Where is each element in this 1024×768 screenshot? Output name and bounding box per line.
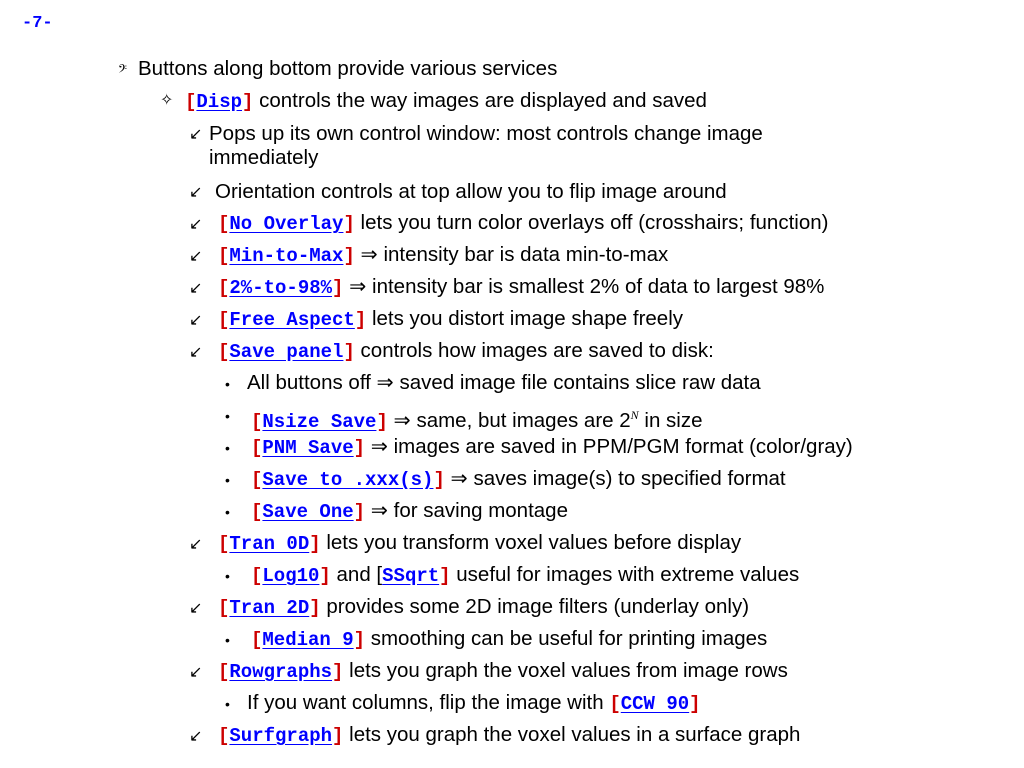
bullet-rowgraphs xyxy=(218,659,788,684)
line-text: saves image(s) to specified format xyxy=(473,467,786,490)
level4-bullet-icon: • xyxy=(225,632,230,648)
line-text: controls the way images are displayed and saved xyxy=(259,89,707,112)
nsize-save-button-ref: [Nsize Save] xyxy=(251,410,388,433)
line-text: lets you graph the voxel values in a surface graph xyxy=(349,723,801,746)
line-text: Buttons along bottom provide various services xyxy=(138,57,558,80)
level3-arrow-icon: ↙ xyxy=(189,344,203,361)
line-text: lets you transform voxel values before display xyxy=(326,531,742,554)
save-to-xxx-button-ref: [Save to .xxx(s)] xyxy=(251,469,445,491)
bullet-pnm-save xyxy=(251,435,853,460)
implies-arrow: ⇒ xyxy=(370,499,388,522)
bullet-disp xyxy=(185,89,707,114)
level3-arrow-icon: ↙ xyxy=(189,248,203,265)
bullet-log10-ssqrt xyxy=(251,563,799,588)
bullet-median-9 xyxy=(251,627,767,652)
line-text-continued: saved image file contains slice raw data xyxy=(399,371,761,394)
page-number: -7- xyxy=(22,14,53,33)
line-text: useful for images with extreme values xyxy=(456,563,800,586)
level4-bullet-icon: • xyxy=(225,472,230,488)
level4-bullet-icon: • xyxy=(225,568,230,584)
level4-bullet-icon: • xyxy=(225,440,230,456)
implies-arrow: ⇒ xyxy=(349,275,367,298)
level4-bullet-icon: • xyxy=(225,376,230,392)
implies-arrow: ⇒ xyxy=(393,408,411,432)
line-text: same, but images are 2 xyxy=(416,408,631,432)
line-text: smoothing can be useful for printing images xyxy=(370,627,768,650)
line-text: lets you turn color overlays off (crosshairs; function) xyxy=(360,211,829,234)
level3-arrow-icon: ↙ xyxy=(189,216,203,233)
superscript: N xyxy=(630,408,639,422)
implies-arrow: ⇒ xyxy=(360,243,378,266)
bullet-orientation xyxy=(215,180,727,204)
line-text-continued: in size xyxy=(644,408,703,432)
bullet-tran-0d xyxy=(218,531,741,556)
rowgraphs-button-ref: [Rowgraphs] xyxy=(218,661,344,683)
and-text: and [ xyxy=(336,563,383,586)
save-one-button-ref: [Save One] xyxy=(251,501,366,523)
bullet-all-buttons-off xyxy=(247,371,761,395)
bullet-control-window xyxy=(209,122,763,170)
level4-bullet-icon: • xyxy=(225,408,230,424)
pnm-save-button-ref: [PNM Save] xyxy=(251,437,366,459)
bullet-no-overlay xyxy=(218,211,828,236)
level3-arrow-icon: ↙ xyxy=(189,536,203,553)
line-text: Pops up its own control window: most controls change image xyxy=(209,122,763,145)
ccw-90-button-ref: [CCW 90] xyxy=(609,693,701,715)
level3-arrow-icon: ↙ xyxy=(189,312,203,329)
level3-arrow-icon: ↙ xyxy=(189,600,203,617)
level1-bullet-icon: 𝄢 xyxy=(118,62,128,78)
bullet-surfgraph xyxy=(218,723,800,748)
line-text: All buttons off xyxy=(247,371,371,394)
implies-arrow: ⇒ xyxy=(370,435,388,458)
line-text-continued: immediately xyxy=(209,146,319,169)
bullet-tran-2d xyxy=(218,595,749,620)
line-text: controls how images are saved to disk: xyxy=(360,339,714,362)
disp-button-ref: [Disp] xyxy=(185,91,254,113)
ssqrt-button-ref: SSqrt] xyxy=(382,565,451,587)
line-text: images are saved in PPM/PGM format (color/gray) xyxy=(393,435,853,458)
free-aspect-button-ref: [Free Aspect] xyxy=(218,309,367,331)
min-to-max-button-ref: [Min-to-Max] xyxy=(218,245,355,267)
line-text: for saving montage xyxy=(393,499,568,522)
level3-arrow-icon: ↙ xyxy=(189,184,203,201)
level3-arrow-icon: ↙ xyxy=(189,126,203,143)
level2-bullet-icon: ✧ xyxy=(160,92,174,109)
implies-arrow: ⇒ xyxy=(450,467,468,490)
bullet-nsize-save xyxy=(251,403,703,434)
surfgraph-button-ref: [Surfgraph] xyxy=(218,725,344,747)
tran-2d-button-ref: [Tran 2D] xyxy=(218,597,321,619)
level3-arrow-icon: ↙ xyxy=(189,664,203,681)
bullet-save-panel xyxy=(218,339,714,364)
no-overlay-button-ref: [No Overlay] xyxy=(218,213,355,235)
bullet-2-to-98 xyxy=(218,275,824,300)
line-text: intensity bar is smallest 2% of data to largest 98% xyxy=(372,275,825,298)
line-text: If you want columns, flip the image with xyxy=(247,691,604,714)
line-text: provides some 2D image filters (underlay only) xyxy=(326,595,750,618)
level3-arrow-icon: ↙ xyxy=(189,728,203,745)
bullet-save-one xyxy=(251,499,568,524)
line-text: intensity bar is data min-to-max xyxy=(383,243,669,266)
implies-arrow: ⇒ xyxy=(376,371,394,394)
level4-bullet-icon: • xyxy=(225,696,230,712)
bullet-min-to-max xyxy=(218,243,668,268)
save-panel-button-ref: [Save panel] xyxy=(218,341,355,363)
level4-bullet-icon: • xyxy=(225,504,230,520)
line-text: Orientation controls at top allow you to flip image around xyxy=(215,180,727,203)
tran-0d-button-ref: [Tran 0D] xyxy=(218,533,321,555)
line-text: lets you graph the voxel values from image rows xyxy=(349,659,788,682)
bullet-save-to-xxx xyxy=(251,467,786,492)
median-9-button-ref: [Median 9] xyxy=(251,629,366,651)
bullet-free-aspect xyxy=(218,307,683,332)
line-text: lets you distort image shape freely xyxy=(371,307,684,330)
2-to-98-button-ref: [2%-to-98%] xyxy=(218,277,344,299)
bullet-flip-columns xyxy=(247,691,701,716)
log10-button-ref: [Log10] xyxy=(251,565,331,587)
level3-arrow-icon: ↙ xyxy=(189,280,203,297)
bullet-buttons-along-bottom xyxy=(138,57,557,81)
